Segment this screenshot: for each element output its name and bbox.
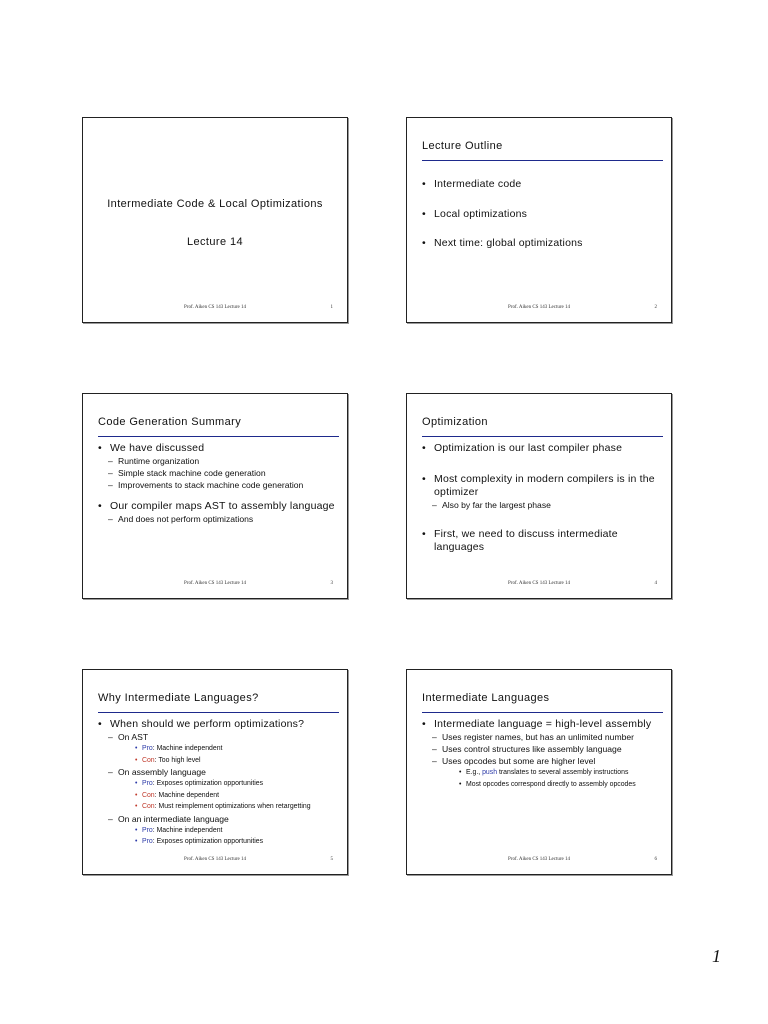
slide-body xyxy=(98,718,341,848)
example-prefix: E.g., xyxy=(466,769,483,776)
sub-bullet: – Uses register names, but has an unlimited number xyxy=(422,731,665,743)
pro-text: : Exposes optimization opportunities xyxy=(152,838,264,845)
bullet: • Intermediate language = high-level assembly xyxy=(422,718,665,731)
con-text: : Must reimplement optimizations when retargetting xyxy=(154,803,311,810)
sub-bullet: – Uses opcodes but some are higher level xyxy=(422,755,665,767)
slide-number: 2 xyxy=(654,305,657,310)
slide-body xyxy=(422,718,665,790)
title-rule xyxy=(422,160,663,161)
slide-title: Why Intermediate Languages? xyxy=(98,692,259,704)
bullet: • Intermediate code xyxy=(422,178,665,191)
sub-sub-bullet xyxy=(422,767,665,779)
slide-body xyxy=(98,442,341,525)
slide-6 xyxy=(406,669,672,875)
sub-bullet: – On AST xyxy=(98,731,341,743)
bullet: • Most complexity in modern compilers is in the optimizer xyxy=(422,473,665,499)
slide-title: Lecture Outline xyxy=(422,140,503,152)
sub-bullet: – Improvements to stack machine code generation xyxy=(98,479,341,491)
title-rule xyxy=(422,436,663,437)
pro-item xyxy=(98,836,341,848)
slide-5 xyxy=(82,669,348,875)
page-number: 1 xyxy=(712,946,721,966)
pro-item xyxy=(98,825,341,837)
slide-number: 3 xyxy=(330,581,333,586)
pro-label: Pro xyxy=(142,826,153,834)
sub-bullet: – Runtime organization xyxy=(98,455,341,467)
con-text: : Machine dependent xyxy=(154,791,220,799)
bullet: • Next time: global optimizations xyxy=(422,237,665,250)
push-keyword: push xyxy=(482,769,498,776)
slide-subtitle: Lecture 14 xyxy=(187,236,243,248)
slide-footer: Prof. Aiken CS 143 Lecture 14 xyxy=(508,305,570,310)
slide-title: Optimization xyxy=(422,416,488,428)
slide-footer: Prof. Aiken CS 143 Lecture 14 xyxy=(184,857,246,862)
bullet: • When should we perform optimizations? xyxy=(98,718,341,731)
con-label: Con xyxy=(142,791,155,799)
sub-sub-bullet: • Most opcodes correspond directly to assembly opcodes xyxy=(422,779,665,791)
slide-footer: Prof. Aiken CS 143 Lecture 14 xyxy=(184,581,246,586)
bullet: • Local optimizations xyxy=(422,208,665,221)
slide-body xyxy=(422,178,665,250)
example-suffix: translates to several assembly instructions xyxy=(497,769,629,776)
bullet: • First, we need to discuss intermediate languages xyxy=(422,528,665,554)
pro-text: : Exposes optimization opportunities xyxy=(152,780,264,787)
pro-item xyxy=(98,778,341,790)
slide-number: 6 xyxy=(654,857,657,862)
sub-bullet: – Also by far the largest phase xyxy=(422,499,665,511)
sub-bullet: – On an intermediate language xyxy=(98,813,341,825)
title-rule xyxy=(98,436,339,437)
slide-4 xyxy=(406,393,672,599)
bullet: • Our compiler maps AST to assembly language xyxy=(98,500,341,513)
title-rule xyxy=(98,712,339,713)
con-item xyxy=(98,790,341,802)
slide-number: 5 xyxy=(330,857,333,862)
con-text: : Too high level xyxy=(154,756,201,764)
pro-label: Pro xyxy=(142,780,153,787)
slide-1 xyxy=(82,117,348,323)
pro-label: Pro xyxy=(142,838,153,845)
slide-title: Intermediate Languages xyxy=(422,692,550,704)
title-rule xyxy=(422,712,663,713)
con-label: Con xyxy=(142,756,155,764)
con-item xyxy=(98,755,341,767)
slide-body xyxy=(422,442,665,554)
slide-title: Intermediate Code & Local Optimizations xyxy=(107,198,323,210)
pro-item xyxy=(98,743,341,755)
sub-bullet: – Simple stack machine code generation xyxy=(98,467,341,479)
pro-text: : Machine independent xyxy=(152,826,223,834)
slide-title: Code Generation Summary xyxy=(98,416,242,428)
bullet: • Optimization is our last compiler phase xyxy=(422,442,665,455)
con-label: Con xyxy=(142,803,155,810)
sub-bullet: – And does not perform optimizations xyxy=(98,513,341,525)
slide-3 xyxy=(82,393,348,599)
slide-footer: Prof. Aiken CS 143 Lecture 14 xyxy=(184,305,246,310)
pro-text: : Machine independent xyxy=(152,745,223,752)
slide-2 xyxy=(406,117,672,323)
slide-number: 1 xyxy=(330,305,333,310)
slide-footer: Prof. Aiken CS 143 Lecture 14 xyxy=(508,857,570,862)
con-item xyxy=(98,801,341,813)
slide-number: 4 xyxy=(654,581,657,586)
pro-label: Pro xyxy=(142,745,153,752)
sub-bullet: – Uses control structures like assembly language xyxy=(422,743,665,755)
slide-footer: Prof. Aiken CS 143 Lecture 14 xyxy=(508,581,570,586)
sub-bullet: – On assembly language xyxy=(98,766,341,778)
bullet: • We have discussed xyxy=(98,442,341,455)
